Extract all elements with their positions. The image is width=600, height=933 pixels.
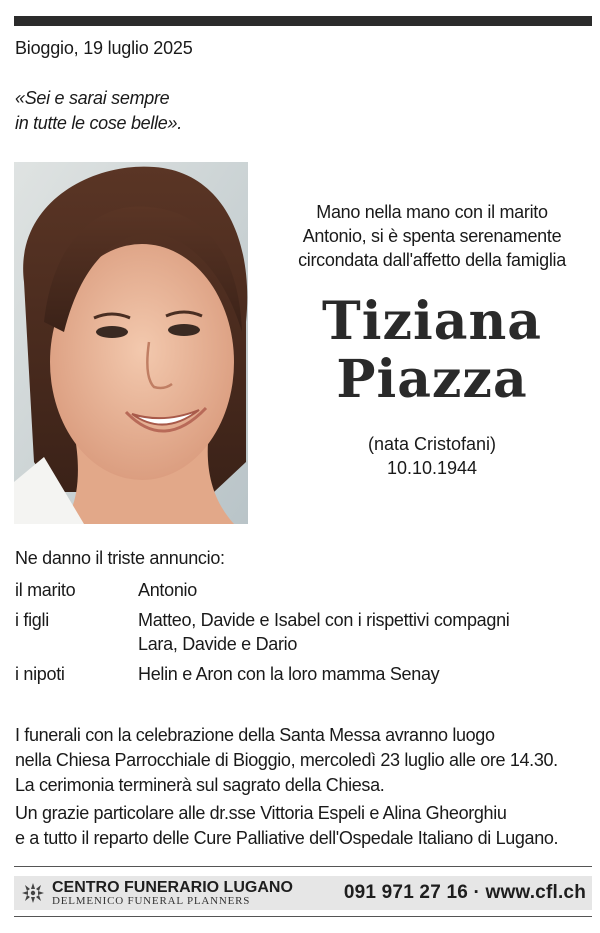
funeral-home-name: CENTRO FUNERARIO LUGANO	[52, 879, 293, 896]
notice-date: Bioggio, 19 luglio 2025	[15, 38, 193, 58]
funeral-home-subtitle: DELMENICO FUNERAL PLANNERS	[52, 895, 251, 907]
relative-name-line: Lara, Davide e Dario	[138, 634, 298, 654]
funeral-info	[15, 723, 595, 798]
relative-names	[138, 608, 578, 656]
portrait-illustration	[14, 162, 248, 524]
relative-label: il marito	[15, 580, 76, 600]
quote-line: «Sei e sarai sempre	[15, 88, 170, 108]
relative-label: i nipoti	[15, 664, 65, 684]
funeral-home-contact: 091 971 27 16 · www.cfl.ch	[343, 882, 586, 903]
thanks-line: Un grazie particolare alle dr.sse Vittoria Espeli e Alina Gheorghiu	[15, 803, 507, 823]
relative-name-line: Helin e Aron con la loro mamma Senay	[138, 664, 440, 684]
funeral-line: I funerali con la celebrazione della Santa Messa avranno luogo	[15, 725, 495, 745]
funeral-home-footer	[14, 876, 592, 910]
cfl-logo-icon	[20, 881, 46, 905]
relative-name-line: Matteo, Davide e Isabel con i rispettivi compagni	[138, 610, 510, 630]
intro-text	[262, 200, 600, 272]
quote-line: in tutte le cose belle».	[15, 113, 182, 133]
announcement-heading: Ne danno il triste annuncio:	[15, 548, 225, 568]
intro-line: Antonio, si è spenta serenamente	[302, 226, 562, 246]
epitaph-quote	[15, 86, 182, 136]
top-divider	[14, 16, 592, 26]
deceased-last-name: Piazza	[336, 349, 528, 410]
thanks-text	[15, 801, 595, 851]
funeral-line: La cerimonia terminerà sul sagrato della Chiesa.	[15, 775, 385, 795]
birth-date: 10.10.1944	[386, 458, 478, 478]
intro-line: circondata dall'affetto della famiglia	[298, 250, 566, 270]
footer-divider-top	[14, 866, 592, 867]
maiden-name: (nata Cristofani)	[367, 434, 497, 454]
relative-names	[138, 662, 578, 686]
relative-label: i figli	[15, 610, 49, 630]
relative-names	[138, 578, 578, 602]
deceased-first-name: Tiziana	[322, 291, 542, 352]
birth-info	[262, 432, 600, 480]
portrait-photo	[14, 162, 248, 524]
funeral-line: nella Chiesa Parrocchiale di Bioggio, mercoledì 23 luglio alle ore 14.30.	[15, 750, 558, 770]
intro-line: Mano nella mano con il marito	[316, 202, 548, 222]
footer-divider-bottom	[14, 916, 592, 917]
relative-name-line: Antonio	[138, 580, 197, 600]
thanks-line: e a tutto il reparto delle Cure Palliative dell'Ospedale Italiano di Lugano.	[15, 828, 559, 848]
